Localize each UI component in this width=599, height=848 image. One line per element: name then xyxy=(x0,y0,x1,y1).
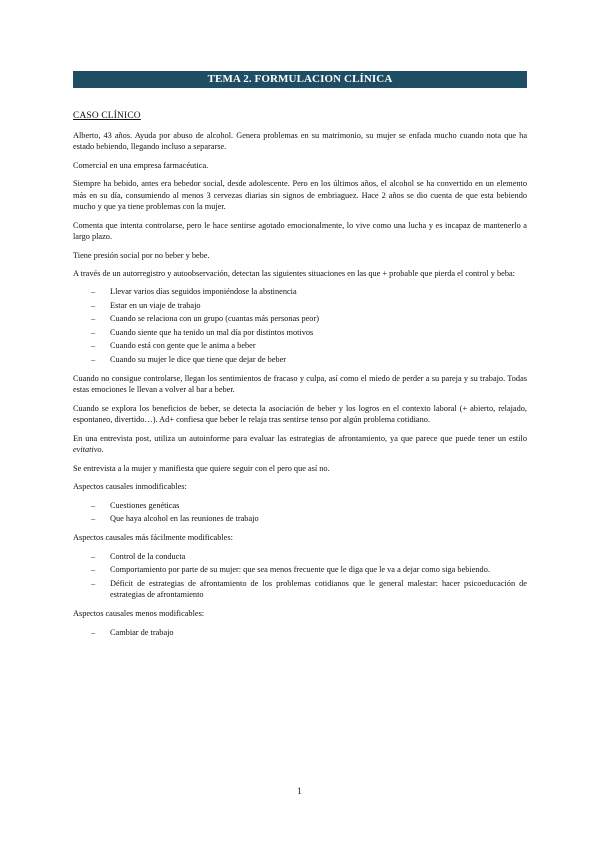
document-body xyxy=(73,111,527,646)
paragraph-interview-emphasis: evitativo xyxy=(73,445,102,455)
paragraph-occupation: Comercial en una empresa farmacéutica. xyxy=(73,160,209,170)
paragraph-self-record: A través de un autorregistro y autoobservación, detectan las siguientes situaciones en las que + probable que pierda el control y beba: xyxy=(73,268,515,278)
paragraph-interview-end: . xyxy=(101,445,104,455)
document-title: TEMA 2. FORMULACION CLÍNICA xyxy=(73,71,527,88)
paragraph-benefits: Cuando se explora los beneficios de beber, se detecta la asociación de beber y los logros en el contexto laboral (+ abierto, relajado, espontaneo, divertido…). Ad+ confiesa que beber le relaja tras sentirse tenso por algún problema cotidiano. xyxy=(73,403,527,425)
heading-less-modifiable: Aspectos causales menos modificables: xyxy=(73,609,205,619)
list-item: – Cuando su mujer le dice que tiene que dejar de beber xyxy=(73,354,527,366)
paragraph-drinking-history: Siempre ha bebido, antes era bebedor social, desde adolescente. Pero en los últimos años, el alcohol se ha convertido en un elemento más en su día, consumiendo al menos 3 cervezas diarias sin signos de embriaguez. Hace 2 años se dio cuenta de que esta bebiendo mucho y que ya tiene problemas con la mujer. xyxy=(73,178,527,212)
paragraph-control-attempts: Comenta que intenta controlarse, pero le hace sentirse agotado emocionalmente, lo vive como una lucha y es incapaz de mantenerlo a largo plazo. xyxy=(73,220,527,242)
paragraph-wife-interview: Se entrevista a la mujer y manifiesta que quiere seguir con el pero que así no. xyxy=(73,463,330,473)
list-item: – Llevar varios días seguidos imponiéndose la abstinencia xyxy=(73,286,527,298)
list-item: – Que haya alcohol en las reuniones de trabajo xyxy=(73,513,527,525)
heading-unmodifiable: Aspectos causales inmodificables: xyxy=(73,482,187,492)
easily-modifiable-list xyxy=(73,551,527,601)
list-item: – Cuando se relaciona con un grupo (cuantas más personas peor) xyxy=(73,313,527,325)
list-item: – Cuando está con gente que le anima a beber xyxy=(73,340,527,352)
list-item: – Comportamiento por parte de su mujer: que sea menos frecuente que le diga que le va a dejar como siga bebiendo. xyxy=(73,564,527,576)
paragraph-patient-intro: Alberto, 43 años. Ayuda por abuso de alcohol. Genera problemas en su matrimonio, su mujer se enfada mucho cuando nota que ha estado bebiendo, llegando incluso a separarse. xyxy=(73,130,527,152)
heading-easily-modifiable: Aspectos causales más fácilmente modificables: xyxy=(73,533,233,543)
unmodifiable-list xyxy=(73,500,527,525)
paragraph-interview xyxy=(73,433,527,456)
paragraph-social-pressure: Tiene presión social por no beber y bebe. xyxy=(73,250,210,260)
list-item: – Control de la conducta xyxy=(73,551,527,563)
less-modifiable-list xyxy=(73,627,527,639)
list-item: – Estar en un viaje de trabajo xyxy=(73,300,527,312)
paragraph-interview-text: En una entrevista post, utiliza un autoinforme para evaluar las estrategias de afrontamiento, ya que parece que puede tener un estilo xyxy=(73,433,527,443)
list-item: – Déficit de estrategias de afrontamiento de los problemas cotidianos que le general malestar: hacer psicoeducación de estrategias de afrontamiento xyxy=(73,578,527,601)
situations-list xyxy=(73,286,527,365)
list-item: – Cuando siente que ha tenido un mal día por distintos motivos xyxy=(73,327,527,339)
page-number: 1 xyxy=(297,786,302,796)
list-item: – Cuestiones genéticas xyxy=(73,500,527,512)
paragraph-emotions: Cuando no consigue controlarse, llegan los sentimientos de fracaso y culpa, así como el miedo de perder a su pareja y su trabajo. Todas estas emociones le llevan a volver al bar a beber. xyxy=(73,373,527,395)
section-title: CASO CLÍNICO xyxy=(73,111,141,121)
list-item: – Cambiar de trabajo xyxy=(73,627,527,639)
